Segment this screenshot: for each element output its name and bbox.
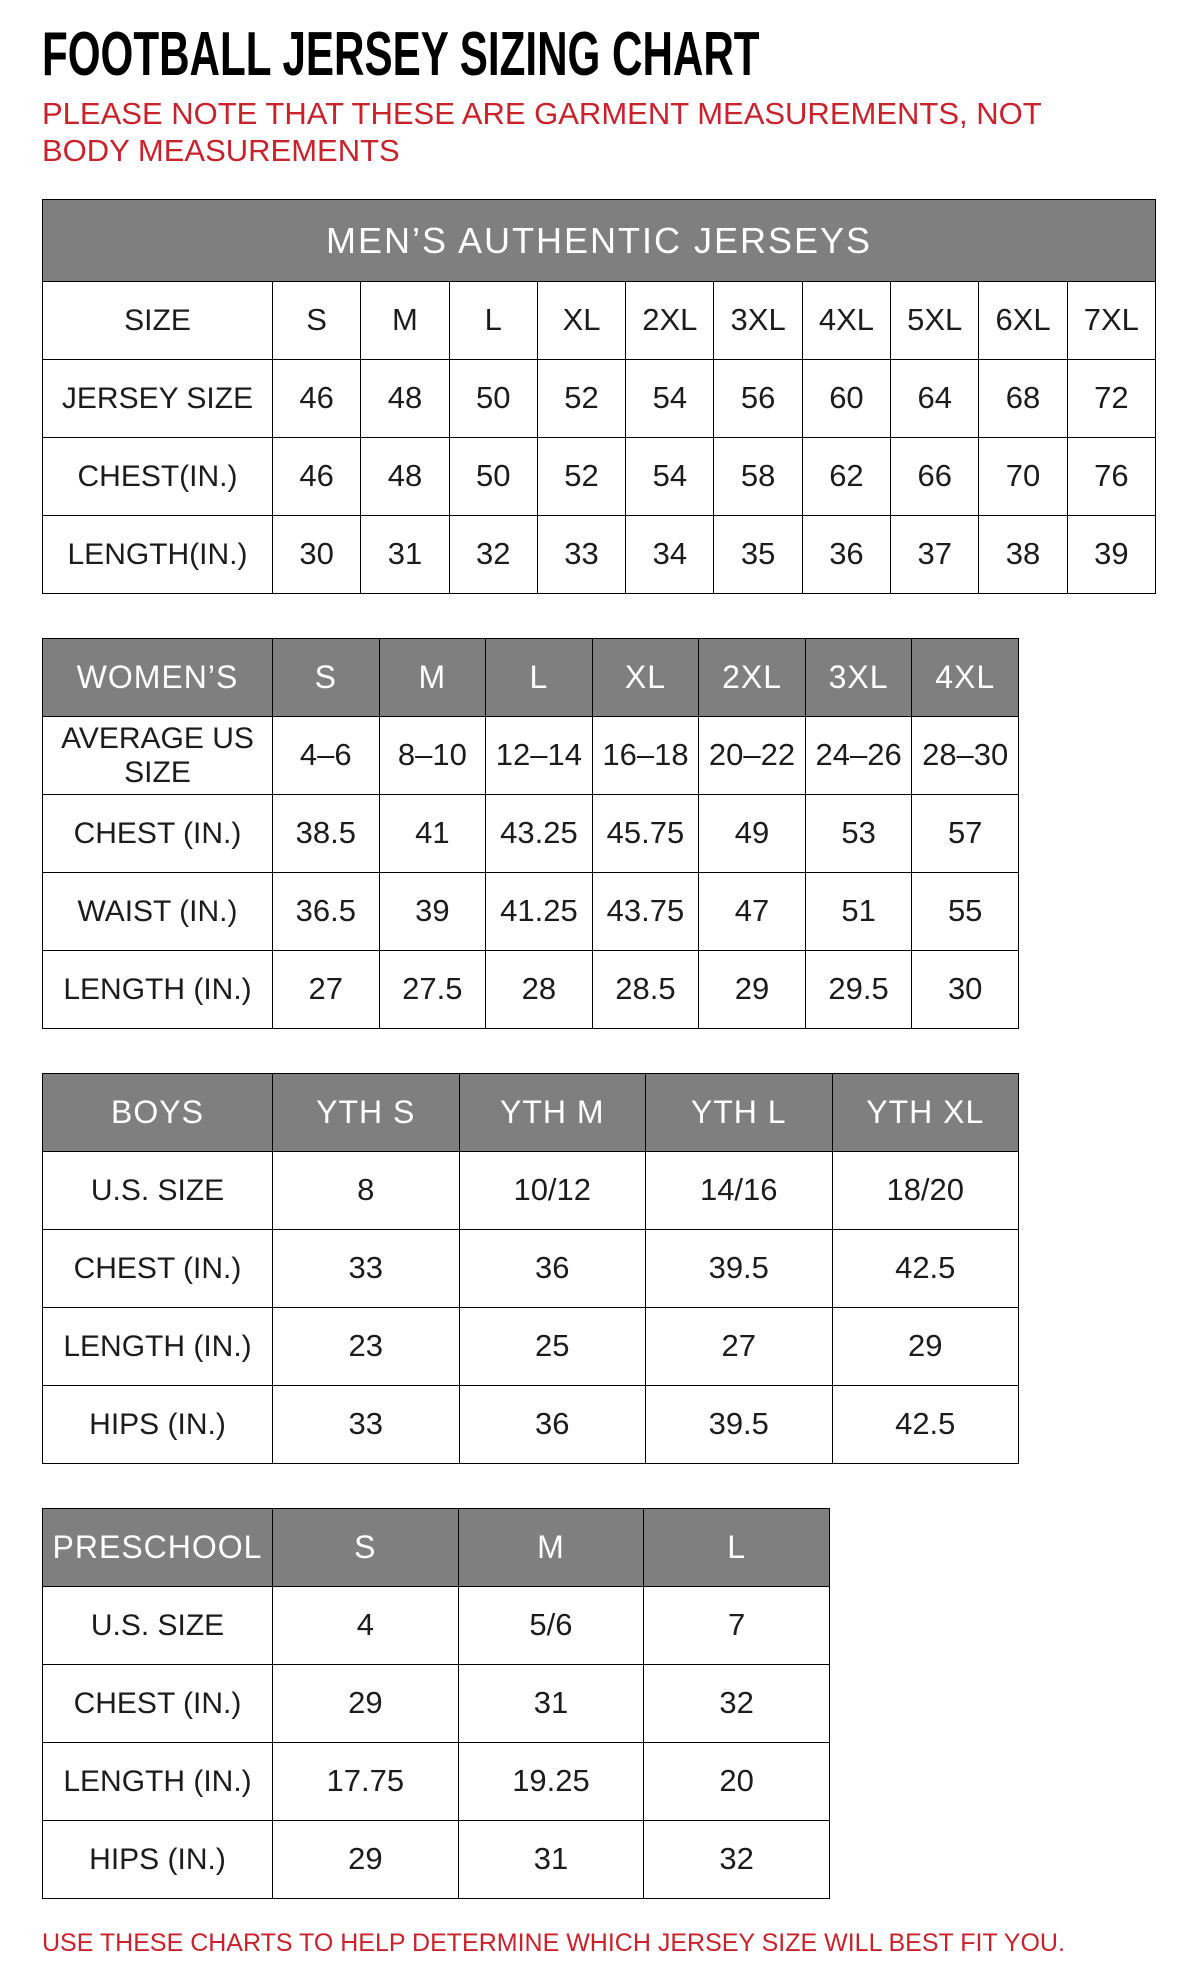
row-label: LENGTH(IN.) [43, 516, 273, 594]
row-label: JERSEY SIZE [43, 360, 273, 438]
table-cell: 60 [802, 360, 890, 438]
table-cell: 58 [714, 438, 802, 516]
table-cell: 25 [459, 1308, 646, 1386]
table-cell: 38.5 [273, 795, 380, 873]
table-cell: 35 [714, 516, 802, 594]
table-cell: 16–18 [592, 717, 699, 795]
table-cell: 48 [361, 360, 449, 438]
table-cell: 54 [626, 438, 714, 516]
column-header: YTH M [459, 1074, 646, 1152]
table-cell: 53 [805, 795, 912, 873]
row-label: SIZE [43, 282, 273, 360]
size-table-mens [42, 199, 1156, 594]
table-cell: 47 [699, 873, 806, 951]
table-cell: 23 [273, 1308, 460, 1386]
table-cell: 36 [459, 1230, 646, 1308]
table-cell: 36 [459, 1386, 646, 1464]
table-cell: 31 [458, 1821, 644, 1899]
table-cell: 4–6 [273, 717, 380, 795]
table-cell: 64 [891, 360, 979, 438]
column-header: S [273, 1509, 459, 1587]
column-header: XL [592, 639, 699, 717]
table-row [43, 1587, 830, 1665]
table-cell: XL [537, 282, 625, 360]
table-cell: 29 [832, 1308, 1019, 1386]
table-cell: 29 [273, 1821, 459, 1899]
table-header-label: WOMEN’S [43, 639, 273, 717]
table-cell: 39.5 [646, 1230, 833, 1308]
table-cell: 36.5 [273, 873, 380, 951]
table-cell: 31 [361, 516, 449, 594]
table-cell: 41 [379, 795, 486, 873]
table-cell: L [449, 282, 537, 360]
table-cell: 68 [979, 360, 1067, 438]
table-cell: 32 [644, 1821, 830, 1899]
size-tables-container [42, 199, 1160, 1899]
table-cell: 5XL [891, 282, 979, 360]
table-row [43, 1743, 830, 1821]
table-row [43, 873, 1019, 951]
table-cell: 51 [805, 873, 912, 951]
table-cell: 17.75 [273, 1743, 459, 1821]
table-cell: 20 [644, 1743, 830, 1821]
table-cell: M [361, 282, 449, 360]
table-row [43, 1230, 1019, 1308]
table-cell: 39.5 [646, 1386, 833, 1464]
table-row [43, 438, 1156, 516]
table-cell: 62 [802, 438, 890, 516]
table-cell: 33 [273, 1230, 460, 1308]
table-cell: 57 [912, 795, 1019, 873]
table-cell: 27.5 [379, 951, 486, 1029]
column-header: 2XL [699, 639, 806, 717]
row-label: WAIST (IN.) [43, 873, 273, 951]
table-cell: 55 [912, 873, 1019, 951]
size-table-boys [42, 1073, 1019, 1464]
row-label: LENGTH (IN.) [43, 951, 273, 1029]
row-label: CHEST(IN.) [43, 438, 273, 516]
row-label: CHEST (IN.) [43, 1230, 273, 1308]
size-table-womens [42, 638, 1019, 1029]
row-label: U.S. SIZE [43, 1587, 273, 1665]
table-cell: 46 [273, 360, 361, 438]
table-cell: 5/6 [458, 1587, 644, 1665]
table-cell: 37 [891, 516, 979, 594]
table-row [43, 282, 1156, 360]
size-table-preschool [42, 1508, 830, 1899]
table-cell: 32 [449, 516, 537, 594]
table-cell: 29 [273, 1665, 459, 1743]
table-row [43, 1308, 1019, 1386]
table-cell: 52 [537, 360, 625, 438]
table-row [43, 717, 1019, 795]
table-header-label: PRESCHOOL [43, 1509, 273, 1587]
table-cell: 49 [699, 795, 806, 873]
table-cell: 43.25 [486, 795, 593, 873]
table-cell: 39 [1067, 516, 1155, 594]
column-header: S [273, 639, 380, 717]
table-row [43, 516, 1156, 594]
table-cell: 48 [361, 438, 449, 516]
column-header: YTH L [646, 1074, 833, 1152]
table-cell: 28 [486, 951, 593, 1029]
table-cell: 27 [273, 951, 380, 1029]
table-row [43, 795, 1019, 873]
table-cell: 36 [802, 516, 890, 594]
row-label: LENGTH (IN.) [43, 1743, 273, 1821]
garment-measurement-note: PLEASE NOTE THAT THESE ARE GARMENT MEASUREMENTS, NOT BODY MEASUREMENTS [42, 96, 1042, 168]
table-header-row [43, 639, 1019, 717]
table-cell: 30 [273, 516, 361, 594]
column-header: M [458, 1509, 644, 1587]
table-header-row [43, 1509, 830, 1587]
table-cell: 29.5 [805, 951, 912, 1029]
table-cell: 43.75 [592, 873, 699, 951]
column-header: L [486, 639, 593, 717]
table-cell: 29 [699, 951, 806, 1029]
table-cell: 8–10 [379, 717, 486, 795]
table-cell: 33 [273, 1386, 460, 1464]
table-row [43, 360, 1156, 438]
table-cell: 12–14 [486, 717, 593, 795]
table-banner-row [43, 200, 1156, 282]
table-cell: 7XL [1067, 282, 1155, 360]
table-cell: 45.75 [592, 795, 699, 873]
table-cell: 41.25 [486, 873, 593, 951]
table-cell: 50 [449, 360, 537, 438]
table-cell: 28.5 [592, 951, 699, 1029]
table-cell: 46 [273, 438, 361, 516]
table-cell: 54 [626, 360, 714, 438]
table-row [43, 1152, 1019, 1230]
column-header: 3XL [805, 639, 912, 717]
table-banner: MEN’S AUTHENTIC JERSEYS [43, 200, 1156, 282]
table-cell: S [273, 282, 361, 360]
row-label: LENGTH (IN.) [43, 1308, 273, 1386]
table-cell: 72 [1067, 360, 1155, 438]
page-title: FOOTBALL JERSEY SIZING CHART [42, 20, 760, 89]
table-cell: 42.5 [832, 1386, 1019, 1464]
table-cell: 28–30 [912, 717, 1019, 795]
table-cell: 6XL [979, 282, 1067, 360]
table-cell: 39 [379, 873, 486, 951]
table-cell: 50 [449, 438, 537, 516]
column-header: YTH XL [832, 1074, 1019, 1152]
table-row [43, 951, 1019, 1029]
table-cell: 34 [626, 516, 714, 594]
footer-note: USE THESE CHARTS TO HELP DETERMINE WHICH JERSEY SIZE WILL BEST FIT YOU. [42, 1929, 1065, 1958]
table-cell: 52 [537, 438, 625, 516]
table-cell: 30 [912, 951, 1019, 1029]
table-cell: 3XL [714, 282, 802, 360]
table-cell: 42.5 [832, 1230, 1019, 1308]
column-header: M [379, 639, 486, 717]
row-label: CHEST (IN.) [43, 1665, 273, 1743]
column-header: 4XL [912, 639, 1019, 717]
table-cell: 18/20 [832, 1152, 1019, 1230]
table-row [43, 1665, 830, 1743]
table-cell: 33 [537, 516, 625, 594]
row-label: CHEST (IN.) [43, 795, 273, 873]
table-cell: 27 [646, 1308, 833, 1386]
table-cell: 7 [644, 1587, 830, 1665]
table-cell: 32 [644, 1665, 830, 1743]
row-label: HIPS (IN.) [43, 1386, 273, 1464]
table-header-row [43, 1074, 1019, 1152]
table-cell: 4XL [802, 282, 890, 360]
table-cell: 38 [979, 516, 1067, 594]
table-cell: 20–22 [699, 717, 806, 795]
table-cell: 56 [714, 360, 802, 438]
table-cell: 19.25 [458, 1743, 644, 1821]
row-label: U.S. SIZE [43, 1152, 273, 1230]
column-header: L [644, 1509, 830, 1587]
table-row [43, 1821, 830, 1899]
table-cell: 8 [273, 1152, 460, 1230]
table-cell: 31 [458, 1665, 644, 1743]
table-cell: 14/16 [646, 1152, 833, 1230]
table-cell: 76 [1067, 438, 1155, 516]
column-header: YTH S [273, 1074, 460, 1152]
table-cell: 2XL [626, 282, 714, 360]
row-label: AVERAGE US SIZE [43, 717, 273, 795]
row-label: HIPS (IN.) [43, 1821, 273, 1899]
table-row [43, 1386, 1019, 1464]
table-header-label: BOYS [43, 1074, 273, 1152]
table-cell: 10/12 [459, 1152, 646, 1230]
table-cell: 66 [891, 438, 979, 516]
table-cell: 70 [979, 438, 1067, 516]
table-cell: 4 [273, 1587, 459, 1665]
table-cell: 24–26 [805, 717, 912, 795]
